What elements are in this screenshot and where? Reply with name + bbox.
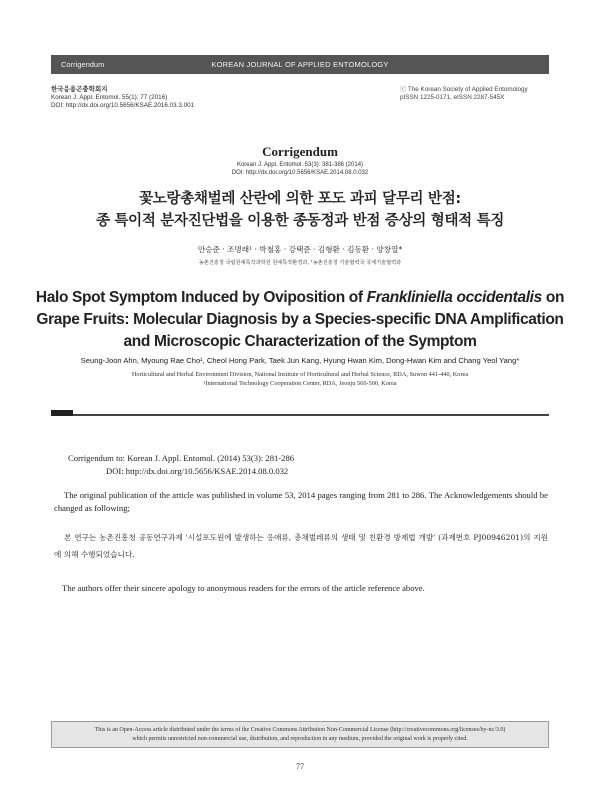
page-number: 77 (296, 762, 304, 771)
english-title-part2: on Grape Fruits: Molecular Diagnosis by a Species-specific DNA Amplification and Microscopic Characterization of the Symptom (36, 289, 565, 350)
divider-marker (51, 410, 73, 416)
affiliation-1: Horticultural and Herbal Environment Division, National Institute of Horticultural and Herbal Science, RDA, Suwon 441-440, Korea (131, 371, 469, 378)
section-divider (51, 414, 549, 416)
journal-name: KOREAN JOURNAL OF APPLIED ENTOMOLOGY (211, 60, 389, 69)
english-affiliation (0, 371, 600, 388)
species-name: Frankliniella occidentalis (366, 289, 542, 306)
body-doi-link[interactable]: DOI: http://dx.doi.org/10.5656/KSAE.2014.08.0.032 (106, 466, 289, 476)
copyright-notice: ⓒ The Korean Society of Applied Entomology (400, 86, 528, 93)
korean-authors: 안승준 · 조명래¹ · 박철홍 · 강택준 · 김형환 · 김동환 · 양창열* (197, 245, 403, 254)
paragraph-acknowledgement-korean: 본 연구는 농촌진흥청 공동연구과제 '시설포도원에 발생하는 응애류, 총채벌레류의 생태 및 친환경 방제법 개발' (과제번호 PJ00946201)의 지원에 의해 수행되었습니다. (54, 533, 548, 559)
korean-title (0, 188, 600, 232)
journal-meta (51, 86, 194, 111)
corrigendum-title: Corrigendum (262, 144, 338, 159)
corrigendum-citation: Korean J. Appl. Entomol. 53(3): 381-386 (2014) (236, 162, 364, 168)
affiliation-2: ¹International Technology Cooperation Center, RDA, Jeonju 560-500, Korea (203, 379, 397, 387)
paragraph-apology: The authors offer their sincere apology to anonymous readers for the errors of the article reference above. (62, 583, 425, 593)
section-label: Corrigendum (61, 60, 105, 69)
issn-numbers: pISSN 1225-0171, eISSN 2287-545X (400, 94, 505, 102)
journal-citation: Korean J. Appl. Entomol. 55(1): 77 (2016) (51, 94, 168, 102)
korean-affiliation: 농촌진흥청 국립원예특작과학원 원예특작환경과, ¹농촌진흥청 기술협력국 국제기술협력과 (198, 260, 402, 266)
corrigendum-to-line: Corrigendum to: Korean J. Appl. Entomol. (2014) 53(3): 281-286 (68, 453, 295, 463)
korean-title-line2: 종 특이적 분자진단법을 이용한 종동정과 반점 증상의 형태적 특징 (95, 213, 505, 229)
korean-title-line1: 꽃노랑총채벌레 산란에 의한 포도 과피 달무리 반점: (139, 191, 461, 207)
english-title-part1: Halo Spot Symptom Induced by Oviposition of (35, 289, 367, 306)
license-line2: which permits unrestricted non-commercial use, distribution, and reproduction in any medium, provided the original work is properly cited. (132, 736, 468, 742)
license-line1: This is an Open-Access article distributed under the terms of the Creative Commons Attribution Non-Commercial License (http://creativecommons.org/licenses/by-nc/3.0) (94, 727, 506, 733)
header-bar (51, 55, 549, 74)
corrigendum-reference (0, 161, 600, 177)
license-box (51, 721, 549, 748)
journal-korean-name: 한국응용곤충학회지 (51, 86, 108, 93)
journal-doi-link[interactable]: DOI: http://dx.doi.org/10.5656/KSAE.2016.03.3.001 (51, 102, 195, 110)
publisher-meta (400, 86, 528, 102)
english-authors: Seung-Joon Ahn, Myoung Rae Cho¹, Cheol Hong Park, Taek Jun Kang, Hyung Hwan Kim, Dong-Hwan Kim and Chang Yeol Yang* (80, 356, 520, 365)
english-title (30, 287, 570, 353)
paragraph-publication-note: The original publication of the article was published in volume 53, 2014 pages ranging from 281 to 286. The Acknowledgements should be changed as following; (54, 490, 548, 513)
corrigendum-doi-link[interactable]: DOI: http://dx.doi.org/10.5656/KSAE.2014.08.0.032 (231, 170, 369, 176)
